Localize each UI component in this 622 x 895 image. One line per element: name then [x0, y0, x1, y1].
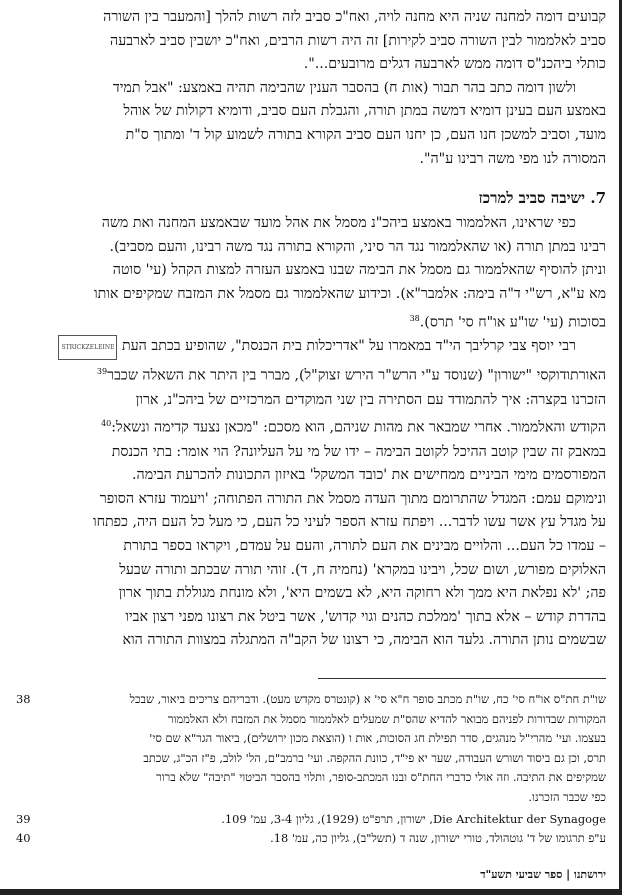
text-line: רבינו במתן תורה (או שהאלממור נגד הר סיני, והקורא בתורה נגד משה רבינו, והעם מסביב). — [109, 238, 606, 255]
text-line: האלוקים מפורש, ושום שכל, ויבינו במקרא' (נחמיה ח, ד). זוהי תורה שבכתב ותורה שבעל — [119, 561, 606, 578]
paragraph-2 — [16, 77, 606, 171]
text-line: המסורה לנו מפי משה רבינו ע"ה". — [419, 150, 606, 167]
text-line: פה; 'לא נפלאת היא ממך ולא רחוקה היא, לא בשמים היא', ולא מונחת מגוללת בתוך ארון — [118, 585, 606, 602]
footnote-line: המקורות שבדורות לפניהם מבואר להדיא שהס"ת שמעלים לאלממור מסמל את המזבח ולא האלממור — [167, 711, 606, 726]
text-line — [16, 389, 606, 413]
text-line: מועד, וסביב למשכן חנו העם, כן יחנו העם סביב הקורא בתורה לשמוע קול ד' ומתוך ס"ת — [125, 126, 606, 143]
text-line: כותלי ביהכנ"ס דומה ממש לארבעה דגלים מרובעים...". — [303, 56, 606, 73]
running-footer: ירושתנו | ספר שביעי תשע"ד — [480, 868, 606, 881]
text-span: הזכרנו בקצרה: איך להתמודד עם הסתירה בין שני המוקדים המרכזיים של ביהכ"נ, ארון — [135, 391, 606, 408]
text-line — [16, 307, 606, 335]
library-stamp: STRICKZELEINE — [58, 335, 117, 361]
text-line: בהדרת קודש – אלא בתוך 'ממלכת כהנים וגוי קדוש', אשר ביטל את רצונו מפני רצון אביו — [125, 608, 606, 625]
footnote-line: שמקיפים את התיבה. וזה אולי כדברי החת"ס ובנו המכתב-סופר, ותלוי בהסבר הביטוי "תיבה" שלא ברור — [156, 770, 606, 785]
text-line: – עמדו כל העם... והלויים מבינים את העם לתורה, והעם על עמדם, ויקראו בספר בתורת — [123, 538, 606, 555]
text-span: רבי יוסף צבי קרליבך הי"ד במאמרו על "אדריכלות בית הכנסת", שהופיע בכתב העת — [122, 337, 576, 354]
footnote-number: 38 — [16, 692, 31, 706]
text-line — [16, 360, 606, 388]
text-line: במאבק זה שבין קוטב ההיכל לקוטב הבימה – ידו של מי על העליונה? הוי אומר: בתי הכנסת — [111, 443, 606, 460]
text-line: המפורסמים מימי הביניים ממחישים את 'כובד המשקל' באיזון התכונות להכרעת הבימה. — [132, 467, 606, 484]
section-heading: 7. ישיבה סביב למרכז — [478, 189, 606, 208]
text-span: הקודש והאלממור. אחרי שמבאר את מהות שניהם, הוא מסכם: "מכאן נצעד קדימה ונשאל: — [111, 420, 606, 437]
footnote-40 — [16, 829, 606, 849]
main-text — [16, 6, 606, 653]
paragraph-4 — [16, 335, 606, 653]
text-line — [16, 412, 606, 440]
footnote-38 — [16, 690, 606, 808]
footnote-line: כפי שכבר הזכרנו. — [528, 789, 606, 804]
text-line: סביב לאלממור לבין השורה סביב לקירות] זה היה רשות הרבים, ואח"כ יושבין סביב לארבעה — [110, 32, 606, 49]
footnote-line: ע"פ תרגומו של ד' גוטהולד, טורי ישורון, שנה ד (תשל"ב), גליון כה, עמ' 18. — [270, 831, 606, 846]
footnote-number: 39 — [16, 811, 31, 826]
footnote-line: בעצמו. ועי' מהרי"ל מנהגים, סדר תפילת חג הסוכות, אות ו (הוצאת מכון ירושלים), ביאור הגר"א שם סי' — [149, 731, 606, 746]
text-line: על מגדל עץ אשר עשו לדבר... ויפתח עזרא הספר לעיני כל העם, כי מעל כל העם היה, כפתחו — [92, 514, 606, 531]
footnotes — [16, 690, 606, 849]
text-line: ונימוקם עמם: המגדל שהתרומם מתוך העדה מסמל את התורה הפתוחה; 'ויעמוד עזרא הסופר — [99, 490, 606, 507]
text-line: מא ע"א, רש"י ד"ה בימה: אלמבר"א). וכידוע שהאלממור גם מסמל את המזבח שמקיפים אותו — [94, 285, 606, 302]
text-line: כפי שראינו, האלממור באמצע ביהכ"נ מסמל את אהל מועד שבאמצע המחנה ואת משה — [101, 215, 576, 232]
text-line: שבשמים נותן התורה. גלעד הוא הבימה, כי רצונו של הקב"ה המתגלה במצוות התורה הוא — [122, 632, 606, 649]
footnote-line: Die Architektur der Synagoge, ישורון, תרפ"ט (1929), גליון 3-4, עמ' 109. — [221, 811, 606, 826]
footnote-line: תרס, וכן גם ביסוד ושורש העבודה, שער יא פי"ד, כוונת ההקפה. ועי' ברמב"ם, הל' לולב, פ"ז הכ"ג, שכתב — [143, 750, 606, 765]
page-edge-bottom — [0, 889, 622, 895]
text-line: קבועים דומה למחנה שניה היא מחנה לויה, ואח"כ סביב לזה רשות להלך [והמעבר בין השורה — [103, 9, 606, 25]
paragraph-3 — [16, 212, 606, 335]
footnote-ref-40[interactable]: 40 — [101, 419, 112, 429]
footnote-line: שו"ת חת"ס או"ח סי' כח, שו"ת מכתב סופר ח"א סי' א (קונטרס מקדש מעט). ודבריהם צריכים ביאור, שבכל — [129, 692, 606, 706]
text-span: בסוכות (עי' שו"ע או"ח סי' תרס). — [419, 314, 606, 331]
text-span: האורתודוקסי "ישורון" (שנוסד ע"י הרש"ר הירש זצוק"ל), מברר בין היתר את השאלה שכבר — [107, 368, 606, 385]
footnote-number: 40 — [16, 831, 31, 846]
text-line: וניתן להוסיף שהאלממור גם מסמל את הבימה שבנו באמצע העזרה למצות הקהל (עי' סוטה — [112, 262, 606, 279]
footnote-ref-39[interactable]: 39 — [96, 367, 108, 377]
footnote-divider — [318, 678, 606, 679]
text-line: באמצע העם בעינן דומיא דמשה במתן תורה, והגבלת העם סביב, ודומיא דקולות של אוהל — [123, 103, 606, 120]
footnote-39 — [16, 810, 606, 830]
paragraph-1 — [16, 6, 606, 77]
text-line: ולשון דומה כתב בהר תבור (אות ח) בהסבר הענין שהבימה תהיה באמצע: "אבל תמיד — [112, 79, 576, 96]
footnote-ref-38[interactable]: 38 — [409, 313, 420, 323]
text-line — [16, 335, 606, 361]
